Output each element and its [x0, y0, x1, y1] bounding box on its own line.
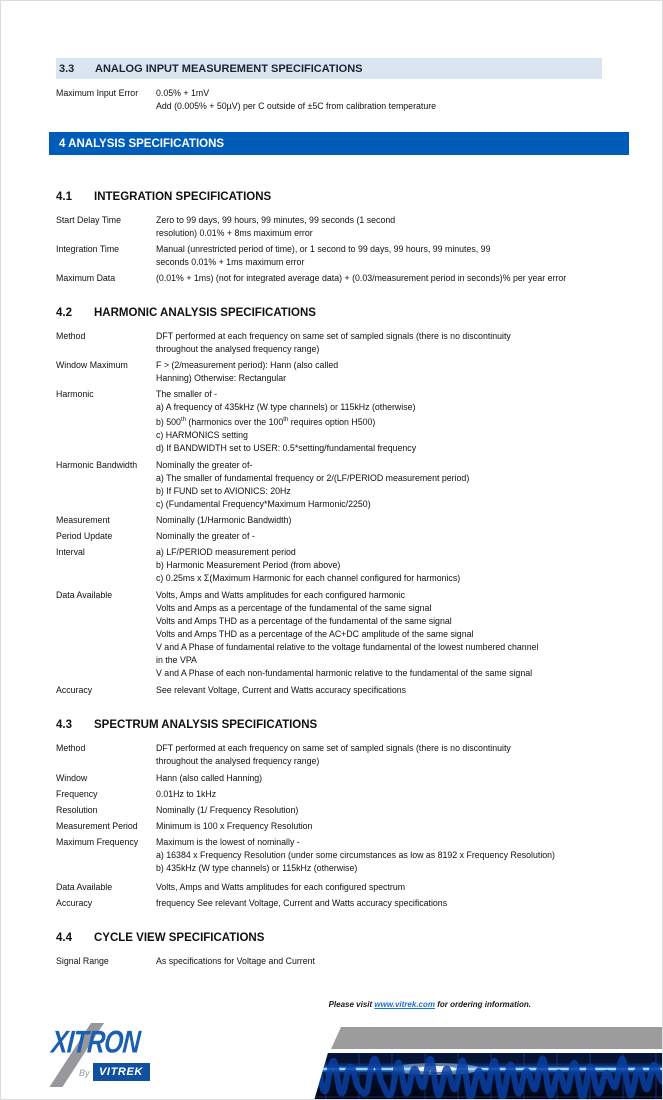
spec-label: Maximum Input Error	[56, 88, 139, 98]
spec-line: DFT performed at each frequency on same set of sampled signals (there is no discontinuity	[156, 331, 511, 341]
spec-line: F > (2/measurement period): Hann (also called	[156, 360, 339, 370]
spec-line: Volts and Amps THD as a percentage of the AC+DC amplitude of the same signal	[156, 628, 474, 639]
spec-line: (0.01% + 1ms) (not for integrated average data) + (0.03/measurement period in seconds)% per year error	[156, 273, 567, 283]
spec-row	[56, 272, 609, 285]
spec-line: Volts, Amps and Watts amplitudes for each configured harmonic	[156, 589, 406, 600]
section-title: SPECTRUM ANALYSIS SPECIFICATIONS	[94, 718, 318, 731]
spec-value	[156, 388, 609, 455]
spec-label: Window	[56, 772, 88, 783]
ordering-prefix: Please visit	[328, 1000, 375, 1009]
analysis-specifications-banner	[49, 132, 629, 155]
spec-line: c) (Fundamental Frequency*Maximum Harmonic/2250)	[156, 498, 371, 509]
document-content	[56, 58, 609, 971]
spec-row	[56, 359, 609, 385]
spec-line: a) The smaller of fundamental frequency or 2/(LF/PERIOD measurement period)	[156, 472, 470, 483]
spec-value	[156, 955, 609, 968]
spec-line: c) 0.25ms x Σ(Maximum Harmonic for each channel configured for harmonics)	[156, 572, 461, 583]
spec-line: The smaller of -	[156, 389, 218, 399]
spec-line: Nominally the greater of -	[156, 530, 255, 541]
spec-row	[56, 742, 609, 768]
banner-label: 4 ANALYSIS SPECIFICATIONS	[59, 137, 225, 150]
spec-label: Data Available	[56, 881, 113, 892]
spec-row	[56, 897, 609, 910]
spec-value	[156, 804, 609, 817]
spec-row	[56, 546, 609, 585]
spec-label: Data Available	[56, 589, 113, 600]
section-number: 4.1	[56, 191, 72, 203]
spec-line: Volts and Amps as a percentage of the fundamental of the same signal	[156, 602, 432, 613]
spec-line: b) 500th (harmonics over the 100th requires option H500)	[156, 416, 376, 427]
spec-label: Accuracy	[56, 684, 93, 695]
spec-label: Accuracy	[56, 897, 93, 908]
spec-line: c) HARMONICS setting	[156, 429, 248, 440]
spec-line: See relevant Voltage, Current and Watts accuracy specifications	[156, 684, 407, 695]
section-number: 4.4	[56, 931, 72, 944]
spec-line: a) 16384 x Frequency Resolution (under some circumstances as low as 8192 x Frequency Resolution)	[156, 849, 555, 860]
spec-label: Frequency	[56, 788, 98, 799]
spec-row	[56, 459, 609, 511]
spec-line: DFT performed at each frequency on same set of sampled signals (there is no discontinuity	[156, 742, 511, 753]
spec-label: Maximum Frequency	[56, 836, 139, 847]
spec-label: Harmonic Bandwidth	[56, 459, 138, 470]
section-number: 4.2	[56, 307, 72, 319]
spec-line: b) 435kHz (W type channels) or 115kHz (otherwise)	[156, 862, 358, 873]
spec-row	[56, 804, 609, 817]
section-number: 4.3	[56, 718, 72, 731]
spec-row	[56, 514, 609, 527]
spec-line: seconds 0.01% + 1ms maximum error	[156, 257, 305, 267]
ordering-suffix: for ordering information.	[435, 1000, 531, 1009]
spec-row	[56, 330, 609, 356]
xitron-logo	[39, 1023, 179, 1093]
spec-line: Nominally the greater of-	[156, 459, 253, 470]
spec-line: 0.05% + 1mV	[156, 88, 210, 98]
spec-value	[156, 820, 609, 833]
spec-row	[56, 955, 609, 968]
spec-line: V and A Phase of each non-fundamental harmonic relative to the fundamental of the same signal	[156, 667, 533, 678]
spec-line: Hanning) Otherwise: Rectangular	[156, 373, 287, 383]
spec-line: Hann (also called Hanning)	[156, 772, 263, 783]
spec-value	[156, 881, 609, 894]
section-number: 3.3	[59, 62, 75, 75]
section-title: HARMONIC ANALYSIS SPECIFICATIONS	[94, 307, 316, 319]
spec-line: d) If BANDWIDTH set to USER: 0.5*setting/fundamental frequency	[156, 442, 417, 453]
vitrek-link[interactable]: www.vitrek.com	[374, 1000, 435, 1009]
spec-label: Measurement Period	[56, 820, 138, 831]
spec-row	[56, 243, 609, 269]
spec-value	[156, 530, 609, 543]
section-4.4	[56, 932, 609, 968]
spec-value	[156, 589, 609, 680]
section-title: ANALOG INPUT MEASUREMENT SPECIFICATIONS	[95, 62, 363, 75]
spec-row	[56, 530, 609, 543]
spec-label: Start Delay Time	[56, 215, 122, 225]
ordering-info-note	[329, 1000, 531, 1009]
spec-label: Method	[56, 742, 86, 753]
spec-value	[156, 836, 609, 875]
spec-line: frequency See relevant Voltage, Current and Watts accuracy specifications	[156, 897, 448, 908]
spec-value	[156, 788, 609, 801]
spec-label: Harmonic	[56, 389, 94, 399]
spec-row	[56, 684, 609, 697]
spec-label: Window Maximum	[56, 360, 128, 370]
section-heading	[56, 191, 609, 203]
section-heading	[56, 719, 609, 731]
spec-line: Nominally (1/Harmonic Bandwidth)	[156, 514, 292, 525]
xitron-wordmark: XITRON	[50, 1025, 142, 1060]
spec-line: Nominally (1/ Frequency Resolution)	[156, 804, 299, 815]
spec-value	[156, 243, 609, 269]
spec-row	[56, 214, 609, 240]
spec-line: Volts, Amps and Watts amplitudes for each configured spectrum	[156, 881, 406, 892]
spec-value	[156, 514, 609, 527]
spec-line: Maximum is the lowest of nominally -	[156, 836, 300, 847]
spec-line: b) Harmonic Measurement Period (from above)	[156, 559, 341, 570]
spec-row	[56, 87, 609, 113]
section-title: INTEGRATION SPECIFICATIONS	[94, 191, 272, 203]
spec-value	[156, 772, 609, 785]
spec-value	[156, 684, 609, 697]
spec-label: Signal Range	[56, 955, 109, 966]
spec-value	[156, 214, 609, 240]
spec-line: Manual (unrestricted period of time), or 1 second to 99 days, 99 hours, 99 minutes, 99	[156, 244, 491, 254]
spec-line: a) A frequency of 435kHz (W type channels) or 115kHz (otherwise)	[156, 402, 416, 412]
waveform-icon	[306, 1053, 663, 1100]
waveform-graphic	[306, 1053, 663, 1100]
spec-value	[156, 742, 609, 768]
section-4.2	[56, 307, 609, 697]
spec-value	[156, 546, 609, 585]
spec-label: Resolution	[56, 804, 98, 815]
section-title: CYCLE VIEW SPECIFICATIONS	[94, 931, 265, 944]
spec-value	[156, 272, 609, 285]
spec-row	[56, 881, 609, 894]
spec-line: b) If FUND set to AVIONICS: 20Hz	[156, 485, 291, 496]
spec-row	[56, 836, 609, 875]
section-heading	[56, 932, 609, 944]
section-heading-3-3	[56, 58, 602, 79]
vitrek-badge: VITREK	[93, 1063, 150, 1081]
spec-value	[156, 359, 609, 385]
section-heading	[56, 307, 609, 319]
footer-gray-band	[326, 1027, 663, 1049]
spec-label: Integration Time	[56, 244, 120, 254]
rows-3-3	[56, 87, 609, 113]
spec-line: V and A Phase of fundamental relative to the voltage fundamental of the lowest numbered channel	[156, 641, 539, 652]
spec-line: throughout the analysed frequency range)	[156, 755, 320, 766]
spec-value	[156, 330, 609, 356]
spec-row	[56, 388, 609, 455]
section-4.3	[56, 719, 609, 910]
spec-row	[56, 772, 609, 785]
spec-label: Measurement	[56, 514, 110, 525]
spec-label: Method	[56, 331, 86, 341]
spec-line: Add (0.005% + 50µV) per C outside of ±5C from calibration temperature	[156, 101, 437, 111]
spec-line: Volts and Amps THD as a percentage of the fundamental of the same signal	[156, 615, 452, 626]
sections	[56, 191, 609, 968]
spec-label: Maximum Data	[56, 273, 116, 283]
spec-value	[156, 87, 609, 113]
spec-line: a) LF/PERIOD measurement period	[156, 546, 296, 557]
logo-by-label: By	[79, 1068, 90, 1078]
spec-label: Interval	[56, 546, 85, 557]
spec-line: 0.01Hz to 1kHz	[156, 788, 217, 799]
spec-line: in the VPA	[156, 654, 197, 665]
spec-label: Period Update	[56, 530, 113, 541]
spec-line: As specifications for Voltage and Current	[156, 955, 315, 966]
spec-value	[156, 897, 609, 910]
spec-value	[156, 459, 609, 511]
spec-line: Zero to 99 days, 99 hours, 99 minutes, 99 seconds (1 second	[156, 215, 396, 225]
spec-line: resolution) 0.01% + 8ms maximum error	[156, 228, 313, 238]
spec-line: throughout the analysed frequency range)	[156, 344, 320, 354]
spec-row	[56, 589, 609, 680]
spec-row	[56, 820, 609, 833]
spec-row	[56, 788, 609, 801]
spec-line: Minimum is 100 x Frequency Resolution	[156, 820, 313, 831]
section-4.1	[56, 191, 609, 285]
